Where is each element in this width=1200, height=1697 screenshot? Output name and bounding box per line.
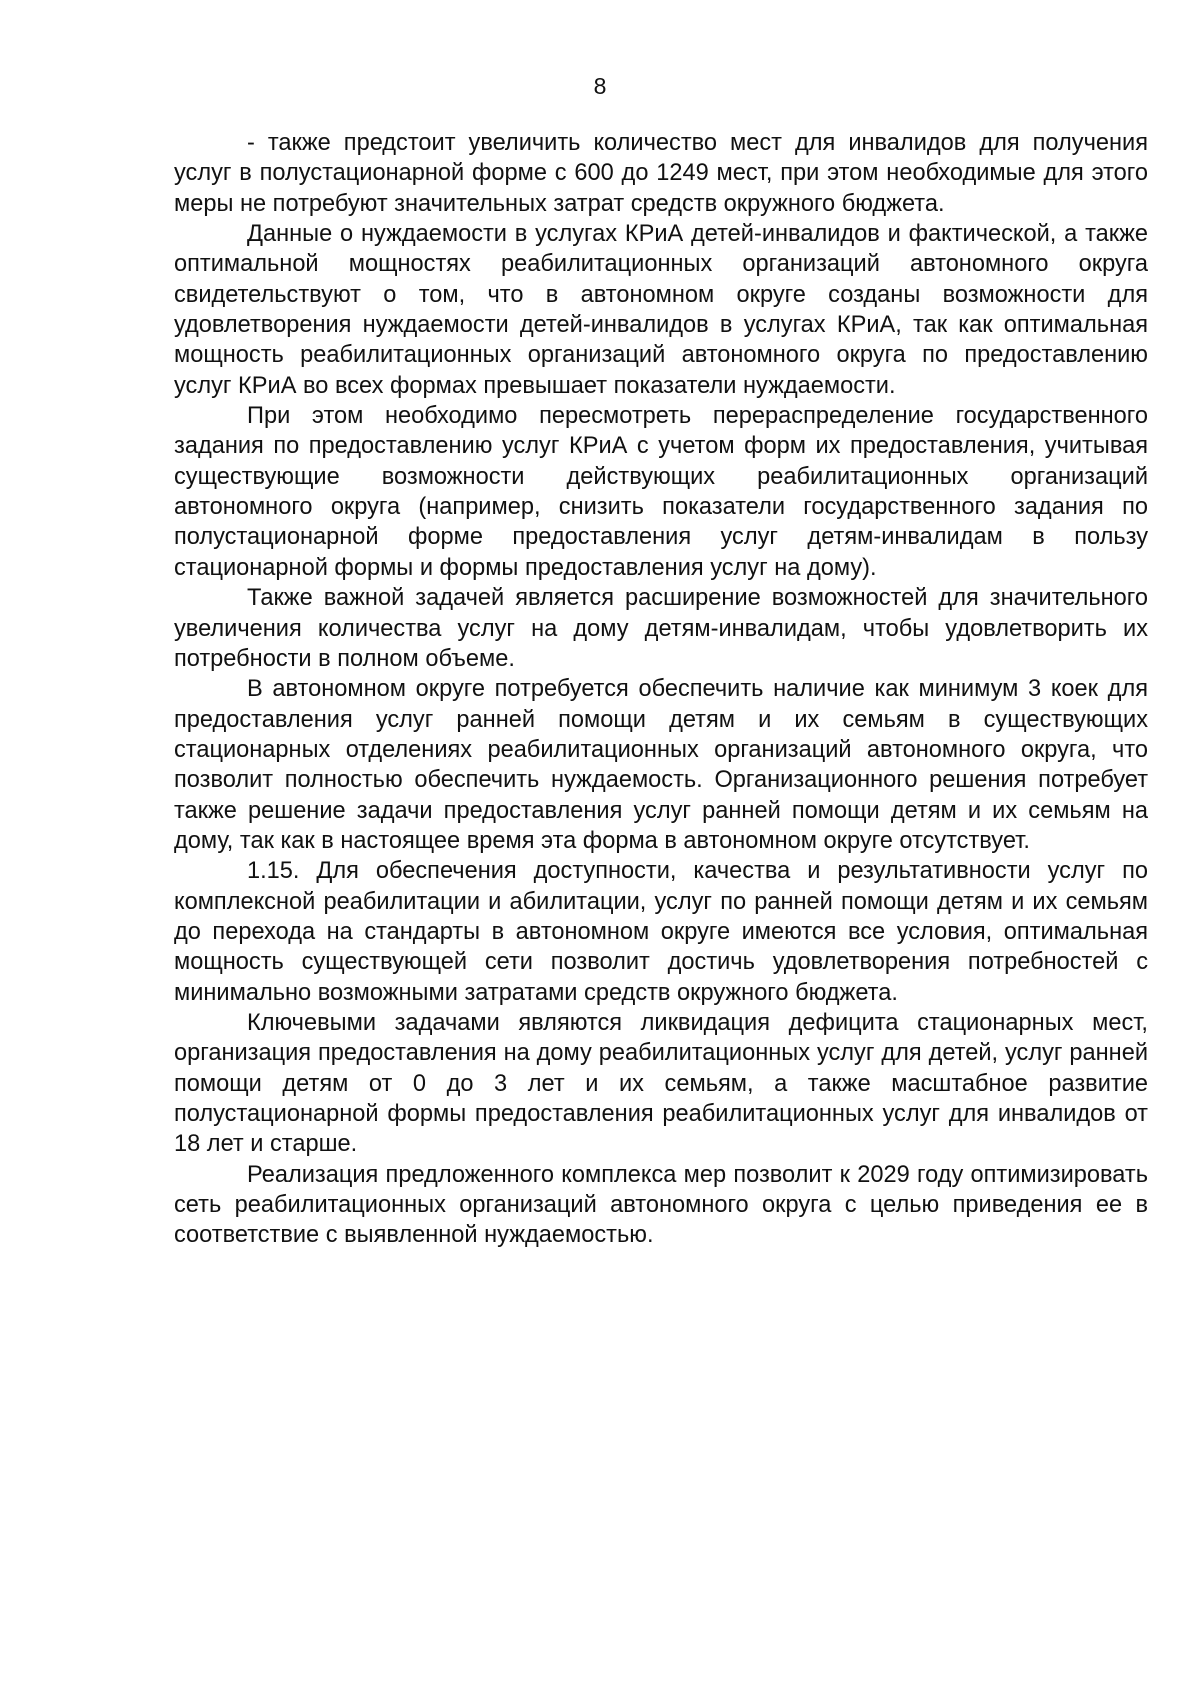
paragraph: Ключевыми задачами являются ликвидация дефицита стационарных мест, организация предоставления на дому реабилитационных услуг для детей, услуг ранней помощи детям от 0 до 3 лет и их семьям, а также масштабное развитие полустационарной формы предоставления реабилитационных услуг для инвалидов от 18 лет и старше. (174, 1009, 1148, 1158)
paragraph: В автономном округе потребуется обеспечить наличие как минимум 3 коек для предоставления услуг ранней помощи детям и их семьям в существующих стационарных отделениях реабилитационных организаций автономного округа, что позволит полностью обеспечить нуждаемость. Организационного решения потребует также решение задачи предоставления услуг ранней помощи детям и их семьям на дому, так как в настоящее время эта форма в автономном округе отсутствует. (174, 676, 1148, 854)
paragraph: При этом необходимо пересмотреть перераспределение государственного задания по предоставлению услуг КРиА с учетом форм их предоставления, учитывая существующие возможности действующих реабилитационных организаций автономного округа (например, снизить показатели государственного задания по полустационарной форме предоставления услуг детям-инвалидам в пользу стационарной формы и формы предоставления услуг на дому). (174, 403, 1148, 581)
paragraph: Также важной задачей является расширение возможностей для значительного увеличения количества услуг на дому детям-инвалидам, чтобы удовлетворить их потребности в полном объеме. (174, 585, 1148, 672)
paragraph: Данные о нуждаемости в услугах КРиА детей-инвалидов и фактической, а также оптимальной мощностях реабилитационных организаций автономного округа свидетельствуют о том, что в автономном округе созданы возможности для удовлетворения нуждаемости детей-инвалидов в услугах КРиА, так как оптимальная мощность реабилитационных организаций автономного округа по предоставлению услуг КРиА во всех формах превышает показатели нуждаемости. (174, 221, 1148, 399)
document-body (174, 128, 1148, 1251)
page-number: 8 (593, 73, 607, 99)
paragraph: 1.15. Для обеспечения доступности, качества и результативности услуг по комплексной реабилитации и абилитации, услуг по ранней помощи детям и их семьям до перехода на стандарты в автономном округе имеются все условия, оптимальная мощность существующей сети позволит достичь удовлетворения потребностей с минимально возможными затратами средств окружного бюджета. (174, 858, 1148, 1006)
paragraph: Реализация предложенного комплекса мер позволит к 2029 году оптимизировать сеть реабилитационных организаций автономного округа с целью приведения ее в соответствие с выявленной нуждаемостью. (174, 1161, 1148, 1249)
paragraph: - также предстоит увеличить количество мест для инвалидов для получения услуг в полустационарной форме с 600 до 1249 мест, при этом необходимые для этого меры не потребуют значительных затрат средств окружного бюджета. (174, 130, 1148, 217)
